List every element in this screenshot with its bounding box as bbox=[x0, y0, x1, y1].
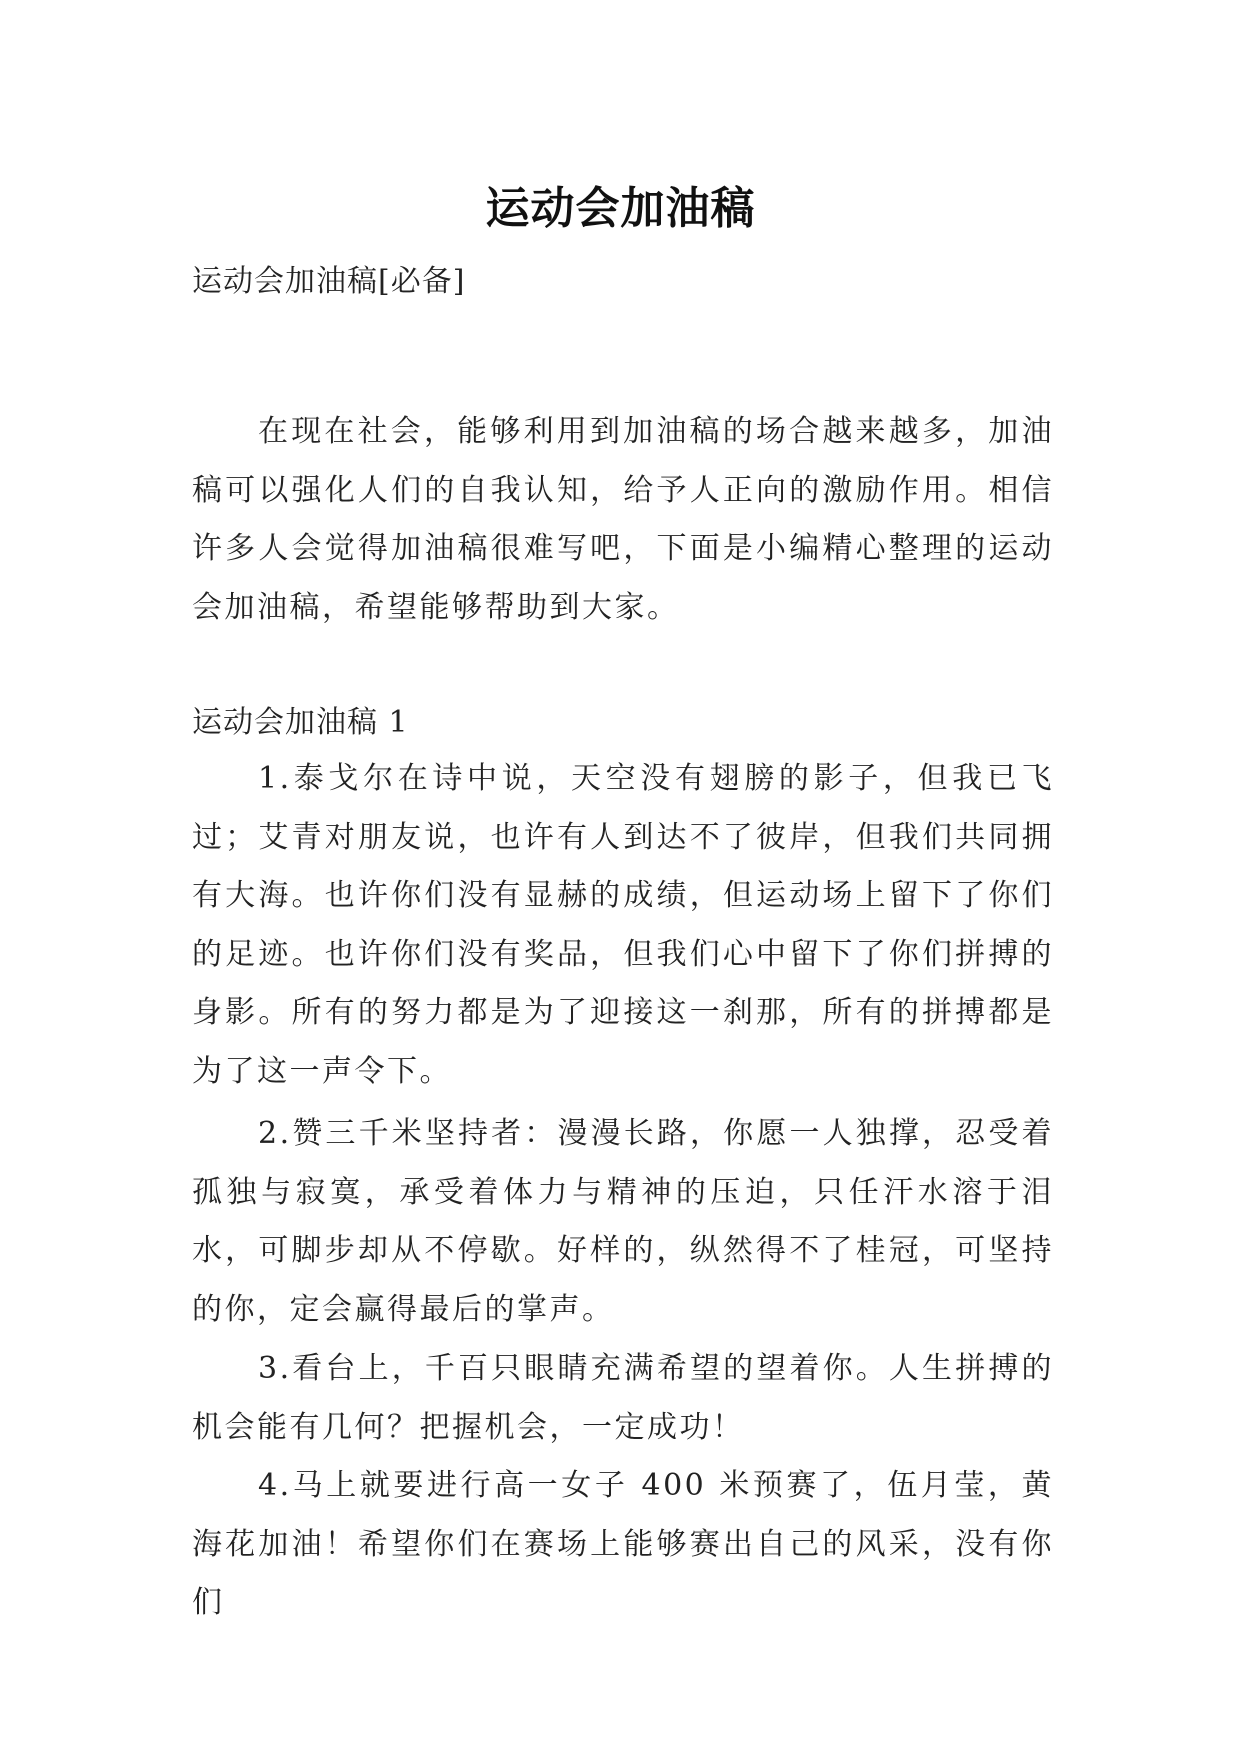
cheer-item-4: 4.马上就要进行高一女子 400 米预赛了，伍月莹，黄海花加油！希望你们在赛场上能够赛出自己的风采，没有你们 bbox=[192, 1468, 1054, 1620]
cheer-item-2: 2.赞三千米坚持者：漫漫长路，你愿一人独撑，忍受着孤独与寂寞，承受着体力与精神的压迫，只任汗水溶于泪水，可脚步却从不停歇。好样的，纵然得不了桂冠，可坚持的你，定会赢得最后的掌声。 bbox=[192, 1116, 1054, 1327]
document-subtitle: 运动会加油稿[必备] bbox=[192, 264, 466, 299]
document-title: 运动会加油稿 bbox=[485, 183, 756, 235]
cheer-item-3: 3.看台上，千百只眼睛充满希望的望着你。人生拼搏的机会能有几何？把握机会，一定成功！ bbox=[192, 1351, 1054, 1445]
intro-paragraph: 在现在社会，能够利用到加油稿的场合越来越多，加油稿可以强化人们的自我认知，给予人正向的激励作用。相信许多人会觉得加油稿很难写吧，下面是小编精心整理的运动会加油稿，希望能够帮助到大家。 bbox=[192, 414, 1054, 625]
section-heading: 运动会加油稿 1 bbox=[192, 705, 409, 740]
cheer-item-1: 1.泰戈尔在诗中说，天空没有翅膀的影子，但我已飞过；艾青对朋友说，也许有人到达不了彼岸，但我们共同拥有大海。也许你们没有显赫的成绩，但运动场上留下了你们的足迹。也许你们没有奖品，但我们心中留下了你们拼搏的身影。所有的努力都是为了迎接这一刹那，所有的拼搏都是为了这一声令下。 bbox=[192, 761, 1054, 1089]
